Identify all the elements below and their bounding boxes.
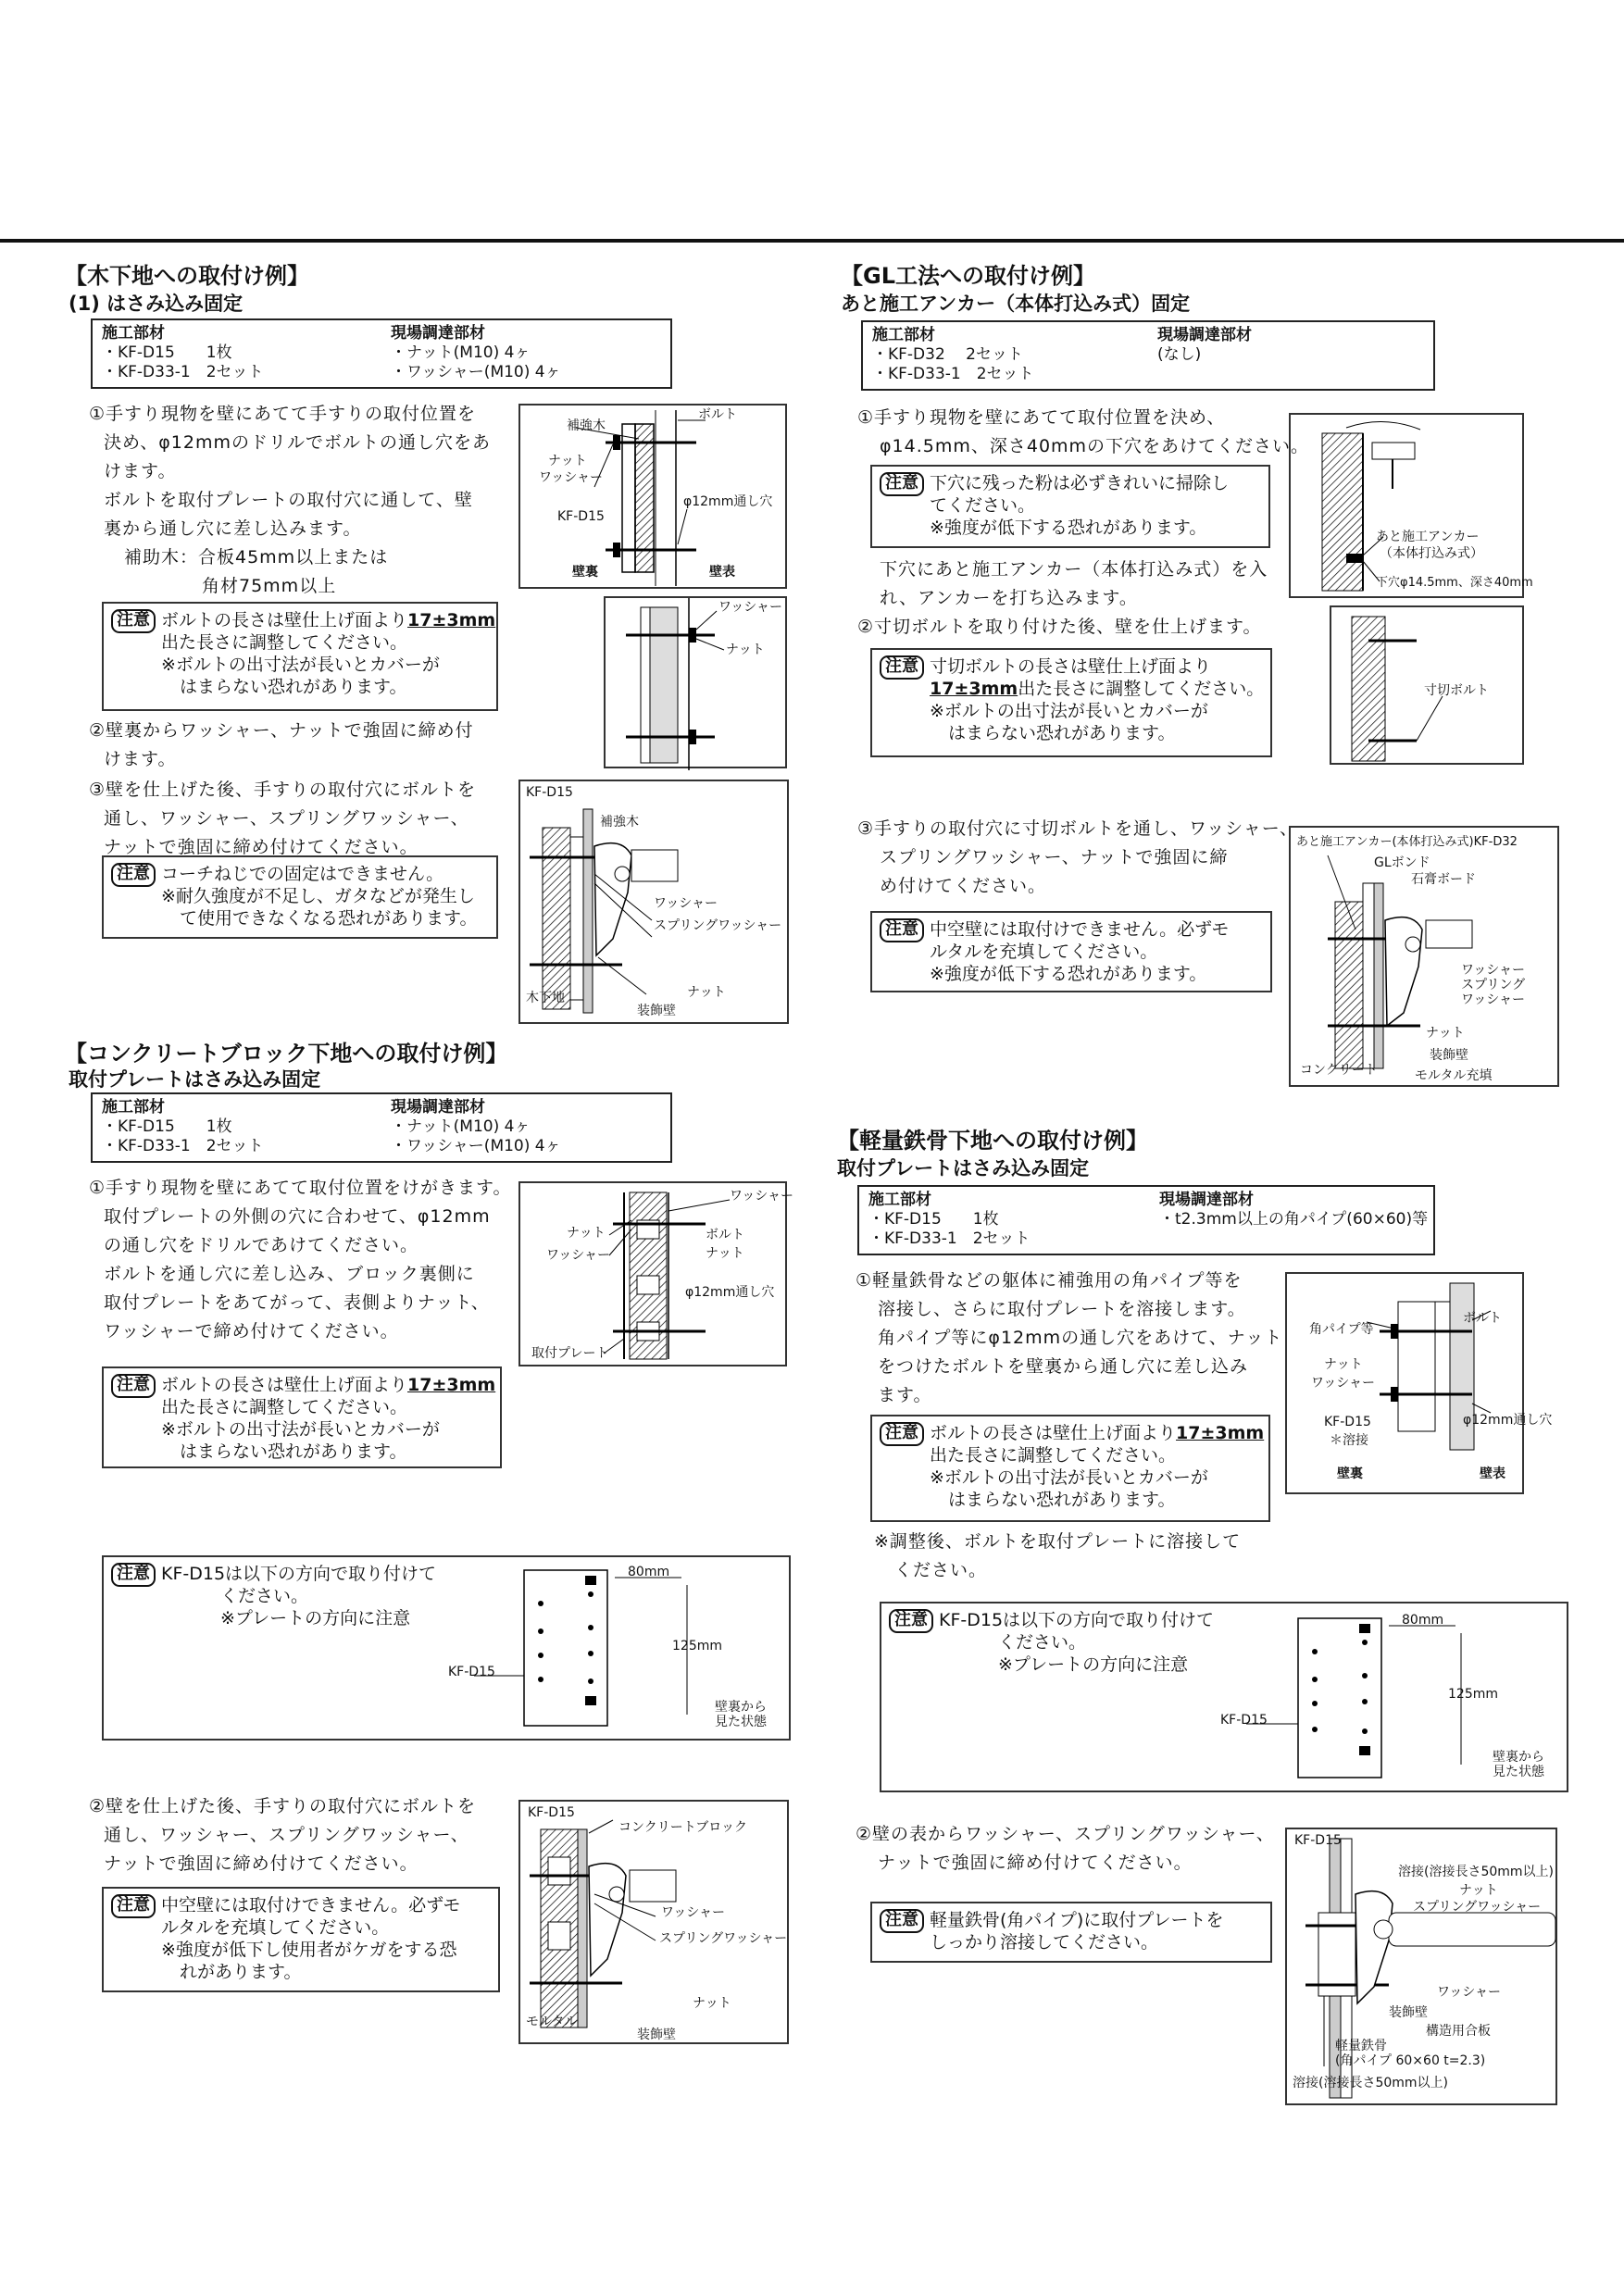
label-125mm: 125mm [672, 1639, 722, 1653]
steel-figure-2 [1285, 1828, 1557, 2105]
label-view: 壁裏から [1493, 1750, 1544, 1765]
label-structural-plywood: 構造用合板 [1426, 2024, 1491, 2039]
label-wall-back: 壁裏 [1337, 1466, 1363, 1481]
label-hole: φ12mm通し穴 [685, 1285, 775, 1300]
steel-note3: 注意 軽量鉄骨(角パイプ)に取付プレートを しっかり溶接してください。 [870, 1902, 1272, 1963]
label-wood-base: 木下地 [526, 991, 565, 1005]
label-kf-d15: KF-D15 [1294, 1833, 1342, 1848]
label-gypsum-board: 石膏ボード [1411, 872, 1476, 887]
label-decorative-wall: 装飾壁 [1430, 1048, 1468, 1063]
block-note3: 注意 中空壁には取付けできません。必ずモ ルタルを充填してください。 ※強度が低下し使用者がケガをする恐 れがあります。 [102, 1887, 500, 1992]
label-nut: ナット [567, 1226, 606, 1241]
block-parts-box: 施工部材 ・KF-D15 1枚 ・KF-D33-1 2セット 現場調達部材 ・ナット(M10) 4ヶ ・ワッシャー(M10) 4ヶ [91, 1092, 672, 1163]
block-step1: ①手すり現物を壁にあてて取付位置をけがきます。 取付プレートの外側の穴に合わせて、φ12mm の通し穴をドリルであけてください。 ボルトを通し穴に差し込み、ブロック裏側に 取付プレートをあてがって、表側よりナット、 ワッシャーで締め付けてください。 [89, 1178, 512, 1341]
label-kf-d15: KF-D15 [528, 1805, 575, 1820]
label-hole: φ12mm通し穴 [683, 494, 773, 509]
steel-subtitle: 取付プレートはさみ込み固定 [837, 1157, 1090, 1179]
steel-step2: ②壁の表からワッシャー、スプリングワッシャー、 ナットで強固に締め付けてください。 [856, 1824, 1275, 1873]
label-view: 見た状態 [1493, 1765, 1544, 1779]
label-spring-washer: スプリングワッシャー [659, 1931, 788, 1946]
label-hole: φ12mm通し穴 [1463, 1413, 1553, 1428]
gl-note2: 注意 寸切ボルトの長さは壁仕上げ面より 17±3mm出た長さに調整してください。 ※ボルトの出寸法が長いとカバーが はまらない恐れがあります。 [870, 648, 1272, 757]
label-nut: ナット [687, 985, 726, 1000]
label-washer: ワッシャー [1311, 1376, 1376, 1391]
label-anchor: あと施工アンカー [1376, 530, 1480, 544]
label-nut: ナット [726, 643, 765, 657]
steel-after: ※調整後、ボルトを取付プレートに溶接して ください。 [874, 1531, 1242, 1580]
parts-heading: 施工部材 [102, 324, 165, 343]
steel-figure-1 [1285, 1272, 1553, 1494]
label-wall-back: 壁裏 [572, 565, 598, 580]
wood-figure-2 [604, 596, 787, 768]
label-concrete-block: コンクリートブロック [618, 1820, 748, 1835]
label-bolt: ボルト [698, 407, 737, 422]
label-nut: ナット [1459, 1883, 1498, 1898]
label-spring: スプリング [1461, 978, 1526, 992]
steel-note2: 注意 KF-D15は以下の方向で取り付けて ください。 ※プレートの方向に注意 80mm 125mm KF-D15 壁裏から 見た状態 [880, 1602, 1568, 1792]
label-nut: ナット [706, 1246, 744, 1261]
gl-figure-1 [1289, 413, 1533, 598]
block-title: 【コンクリートブロック下地への取付け例】 [65, 1041, 508, 1067]
parts-heading: 現場調達部材 [391, 324, 485, 343]
gl-step3: ③手すりの取付穴に寸切ボルトを通し、ワッシャー、 スプリングワッシャー、ナットで強固に締 め付けてください。 [857, 818, 1298, 896]
gl-figure-2 [1330, 605, 1524, 765]
wood-figure-3 [518, 780, 789, 1024]
wood-step1: ①手すり現物を壁にあてて手すりの取付位置を 決め、φ12mmのドリルでボルトの通し穴をあ けます。 ボルトを取付プレートの取付穴に通して、壁 裏から通し穴に差し込みます。 補助木：合板45mm以上または 角材75mm以上 [89, 404, 491, 596]
label-decorative-wall: 装飾壁 [637, 2028, 676, 2042]
label-bolt: ボルト [706, 1228, 744, 1242]
steel-note1: 注意 ボルトの長さは壁仕上げ面より17±3mm 出た長さに調整してください。 ※ボルトの出寸法が長いとカバーが はまらない恐れがあります。 [870, 1415, 1270, 1522]
wood-note2: 注意 コーチねじでの固定はできません。 ※耐久強度が不足し、ガタなどが発生し て使用できなくなる恐れがあります。 [102, 855, 498, 939]
label-light-steel: 軽量鉄骨 [1335, 2039, 1387, 2053]
label-nut: ナット [548, 454, 587, 468]
label-80mm: 80mm [628, 1565, 670, 1579]
wood-subtitle: (1) はさみ込み固定 [69, 293, 244, 315]
label-threaded-bolt: 寸切ボルト [1424, 683, 1489, 698]
label-reinforcement: 補強木 [600, 815, 639, 830]
wood-step3: ③壁を仕上げた後、手すりの取付穴にボルトを 通し、ワッシャー、スプリングワッシャー、 ナットで強固に締め付けてください。 [89, 780, 477, 857]
label-washer: ワッシャー [730, 1189, 794, 1204]
label-bolt: ボルト [1463, 1311, 1502, 1326]
block-subtitle: 取付プレートはさみ込み固定 [69, 1068, 321, 1091]
label-80mm: 80mm [1402, 1613, 1444, 1628]
label-washer: ワッシャー [661, 1905, 726, 1920]
wood-figure-1 [518, 404, 787, 589]
gl-title: 【GL工法への取付け例】 [841, 263, 1095, 289]
label-weld-length: 溶接(溶接長さ50mm以上) [1293, 2076, 1449, 2090]
label-kf-d15: KF-D15 [557, 509, 605, 524]
label-pilot-hole: 下穴φ14.5mm、深さ40mm [1376, 576, 1533, 590]
parts-item: ・ワッシャー(M10) 4ヶ [391, 363, 561, 381]
label-view: 壁裏から [715, 1700, 767, 1715]
label-anchor-kf-d32: あと施工アンカー(本体打込み式)KF-D32 [1296, 835, 1518, 849]
label-reinforcement: 補強木 [567, 418, 606, 433]
wood-parts-box [91, 318, 672, 389]
label-kf-d15: KF-D15 [1220, 1713, 1268, 1728]
label-kf-d15: KF-D15 [448, 1665, 495, 1679]
parts-item: ・KF-D15 1枚 [102, 343, 232, 362]
block-note2: 注意 KF-D15は以下の方向で取り付けて ください。 ※プレートの方向に注意 80mm 125mm KF-D15 壁裏から 見た状態 [102, 1555, 791, 1741]
label-concrete: コンクリート [1300, 1063, 1378, 1078]
label-spring-washer: スプリングワッシャー [654, 918, 782, 933]
gl-note3: 注意 中空壁には取付けできません。必ずモ ルタルを充填してください。 ※強度が低下する恐れがあります。 [870, 911, 1272, 992]
gl-note1: 注意 下穴に残った粉は必ずきれいに掃除し てください。 ※強度が低下する恐れがあります。 [870, 465, 1270, 548]
label-washer: ワッシャー [654, 896, 718, 911]
label-washer: ワッシャー [718, 600, 783, 615]
steel-step1: ①軽量鉄骨などの躯体に補強用の角パイプ等を 溶接し、さらに取付プレートを溶接します。 角パイプ等にφ12mmの通し穴をあけて、ナット をつけたボルトを壁裏から通し穴に差し込み ます。 [856, 1270, 1283, 1405]
label-anchor-type: （本体打込み式） [1380, 546, 1483, 561]
label-decorative-wall: 装飾壁 [1389, 2005, 1428, 2020]
label-gl-bond: GLボンド [1374, 855, 1430, 870]
label-wall-front: 壁表 [709, 565, 735, 580]
label-kf-d15: KF-D15 [526, 785, 573, 800]
gl-figure-3 [1289, 826, 1559, 1087]
label-washer: ワッシャー [1437, 1985, 1502, 2000]
top-rule [0, 239, 1624, 243]
label-washer: ワッシャー [539, 470, 604, 485]
gl-parts-box: 施工部材 ・KF-D32 2セット ・KF-D33-1 2セット 現場調達部材 (なし) [861, 320, 1435, 391]
label-mortar-fill: モルタル充填 [1415, 1068, 1493, 1083]
label-mortar: モルタル [526, 2015, 578, 2029]
label-nut: ナット [1324, 1357, 1363, 1372]
caution-tag: 注意 [111, 609, 156, 633]
label-decorative-wall: 装飾壁 [637, 1004, 676, 1018]
label-view: 見た状態 [715, 1715, 767, 1729]
wood-step2: ②壁裏からワッシャー、ナットで強固に締め付 けます。 [89, 720, 474, 769]
block-note1: 注意 ボルトの長さは壁仕上げ面より17±3mm 出た長さに調整してください。 ※ボルトの出寸法が長いとカバーが はまらない恐れがあります。 [102, 1366, 502, 1468]
label-weld-length: 溶接(溶接長さ50mm以上) [1398, 1865, 1555, 1879]
wood-title: 【木下地への取付け例】 [65, 263, 309, 289]
label-pipe-spec: (角パイプ 60×60 t=2.3) [1335, 2053, 1486, 2068]
gl-mid: 下穴にあと施工アンカー（本体打込み式）を入 れ、アンカーを打ち込みます。 ②寸切ボルトを取り付けた後、壁を仕上げます。 [857, 559, 1268, 637]
block-figure-2 [518, 1800, 789, 2044]
gl-step1: ①手すり現物を壁にあてて取付位置を決め、 φ14.5mm、深さ40mmの下穴をあけてください。 [857, 407, 1310, 456]
parts-item: ・KF-D33-1 2セット [102, 363, 264, 381]
label-kf-d15: KF-D15 [1324, 1415, 1371, 1429]
block-figure-1 [518, 1181, 794, 1366]
wood-note1: 注意 ボルトの長さは壁仕上げ面より17±3mm 出た長さに調整してください。 ※ボルトの出寸法が長いとカバーが はまらない恐れがあります。 [102, 602, 498, 711]
label-wall-front: 壁表 [1480, 1466, 1505, 1481]
label-washer: ワッシャー [1461, 963, 1526, 978]
parts-item: ・ナット(M10) 4ヶ [391, 343, 531, 362]
label-nut: ナット [1426, 1026, 1465, 1041]
gl-subtitle: あと施工アンカー（本体打込み式）固定 [841, 293, 1191, 315]
label-weld: ＊溶接 [1330, 1433, 1368, 1448]
steel-parts-box: 施工部材 ・KF-D15 1枚 ・KF-D33-1 2セット 現場調達部材 ・t2.3mm以上の角パイプ(60×60)等 [857, 1185, 1435, 1255]
label-125mm: 125mm [1448, 1687, 1498, 1702]
block-step2: ②壁を仕上げた後、手すりの取付穴にボルトを 通し、ワッシャー、スプリングワッシャー、 ナットで強固に締め付けてください。 [89, 1796, 477, 1874]
label-spring-washer: スプリングワッシャー [1413, 1900, 1542, 1915]
label-mounting-plate: 取付プレート [531, 1346, 609, 1361]
steel-title: 【軽量鉄骨下地への取付け例】 [837, 1128, 1148, 1154]
label-washer: ワッシャー [1461, 992, 1526, 1007]
label-square-pipe: 角パイプ等 [1309, 1322, 1374, 1337]
label-washer: ワッシャー [546, 1248, 611, 1263]
label-nut: ナット [693, 1996, 731, 2011]
caution-tag: 注意 [111, 863, 156, 887]
